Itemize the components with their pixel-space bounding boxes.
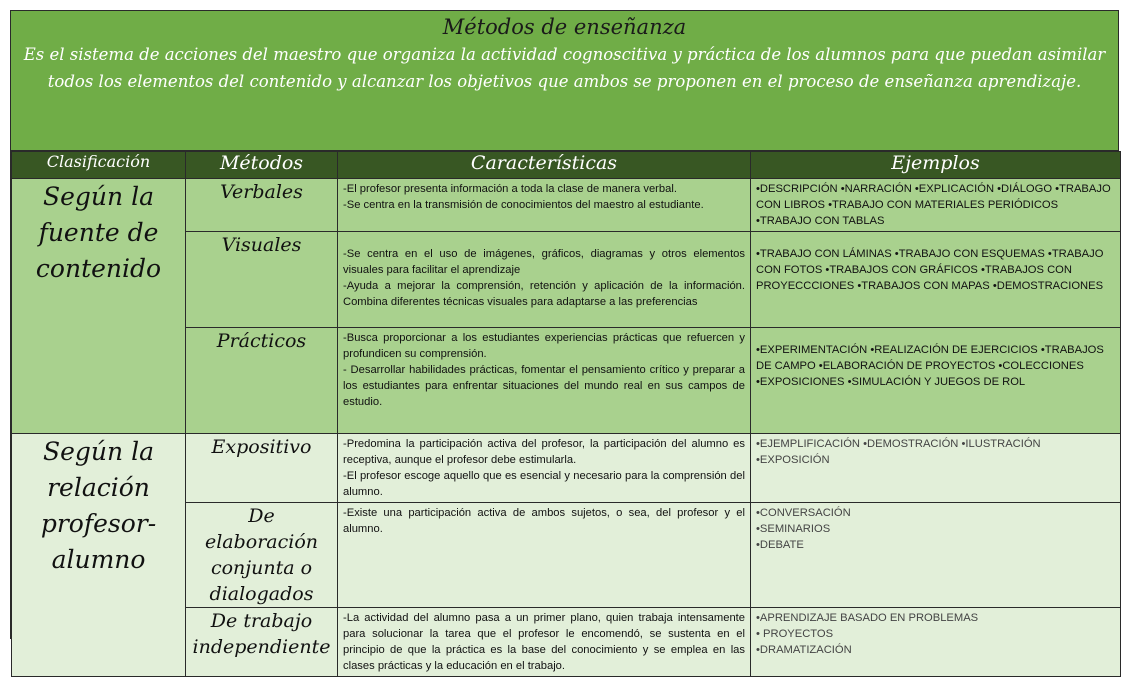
table-row [12,179,1121,232]
examples-cell [751,503,1121,608]
method-cell: Visuales [186,232,338,328]
example-line: •CONVERSACIÓN [756,507,851,519]
characteristic-line: -El profesor presenta información a toda la clase de manera verbal. [343,183,677,195]
method-cell: Expositivo [186,434,338,503]
characteristics-cell [338,608,751,677]
characteristics-cell [338,179,751,232]
method-cell: De elaboración conjunta o dialogados [186,503,338,608]
classification-cell: Según la fuente de contenido [12,179,186,434]
methods-table [11,151,1121,677]
characteristic-line: -El profesor escoge aquello que es esencial y necesario para la comprensión del alumno. [343,470,745,498]
examples-cell [751,328,1121,434]
characteristic-line: -Ayuda a mejorar la comprensión, retención y aplicación de la información. Combina diferentes técnicas visuales para adaptarse a las preferencias [343,280,745,308]
example-line: •DESCRIPCIÓN •NARRACIÓN •EXPLICACIÓN •DIÁLOGO •TRABAJO CON LIBROS •TRABAJO CON MATERIALES PERIÓDICOS •TRABAJO CON TABLAS [756,183,1111,227]
examples-cell [751,608,1121,677]
page-title: Métodos de enseñanza [442,15,687,39]
characteristic-line: -Predomina la participación activa del profesor, la participación del alumno es receptiva, aunque el profesor debe estimularla. [343,438,745,466]
classification-cell: Según la relación profesor-alumno [12,434,186,677]
characteristic-line: -Busca proporcionar a los estudiantes experiencias prácticas que refuercen y profundicen su comprensión. [343,332,745,360]
column-header-metodos: Métodos [186,152,338,179]
methods-table-frame [10,10,1119,672]
example-line: •DRAMATIZACIÓN [756,644,852,656]
characteristic-line: - Desarrollar habilidades prácticas, fomentar el pensamiento crítico y preparar a los estudiantes para enfrentar situaciones del mundo real en sus campos de estudio. [343,364,745,408]
method-cell: De trabajo independiente [186,608,338,677]
method-cell: Verbales [186,179,338,232]
table-header-banner [11,11,1118,151]
column-header-clasificacion: Clasificación [12,152,186,179]
example-line: •SEMINARIOS [756,523,831,535]
page-description: Es el sistema de acciones del maestro que organiza la actividad cognoscitiva y práctica de los alumnos para que puedan asimilar todos los elementos del contenido y alcanzar los objetivos que ambos se proponen en el proceso de enseñanza aprendizaje. [23,45,1106,91]
characteristic-line: -Se centra en la transmisión de conocimientos del maestro al estudiante. [343,199,704,211]
table-row [12,434,1121,503]
example-line: • PROYECTOS [756,628,834,640]
examples-cell [751,179,1121,232]
characteristic-line: -Existe una participación activa de ambos sujetos, o sea, del profesor y el alumno. [343,507,745,535]
characteristics-cell [338,328,751,434]
example-line: •EJEMPLIFICACIÓN •DEMOSTRACIÓN •ILUSTRACIÓN •EXPOSICIÓN [756,438,1041,466]
example-line: •APRENDIZAJE BASADO EN PROBLEMAS [756,612,979,624]
characteristics-cell [338,232,751,328]
column-header-ejemplos: Ejemplos [751,152,1121,179]
characteristic-line: -Se centra en el uso de imágenes, gráficos, diagramas y otros elementos visuales para facilitar el aprendizaje [343,248,745,276]
column-header-caracteristicas: Características [338,152,751,179]
example-line: •DEBATE [756,539,804,551]
method-cell: Prácticos [186,328,338,434]
example-line: •TRABAJO CON LÁMINAS •TRABAJO CON ESQUEMAS •TRABAJO CON FOTOS •TRABAJOS CON GRÁFICOS •TRABAJOS CON PROYECCCIONES •TRABAJOS CON MAPAS •DEMOSTRACIONES [756,248,1104,292]
example-line: •EXPERIMENTACIÓN •REALIZACIÓN DE EJERCICIOS •TRABAJOS DE CAMPO •ELABORACIÓN DE PROYECTOS •COLECCIONES •EXPOSICIONES •SIMULACIÓN Y JUEGOS DE ROL [756,344,1104,388]
examples-cell [751,434,1121,503]
characteristics-cell [338,503,751,608]
characteristics-cell [338,434,751,503]
column-header-row [12,152,1121,179]
examples-cell [751,232,1121,328]
characteristic-line: -La actividad del alumno pasa a un primer plano, quien trabaja intensamente para solucionar la tarea que el profesor le encomendó, se sustenta en el principio de que la práctica es la base del conocimiento y se emplea en las clases prácticas y la educación en el trabajo. [343,612,745,672]
